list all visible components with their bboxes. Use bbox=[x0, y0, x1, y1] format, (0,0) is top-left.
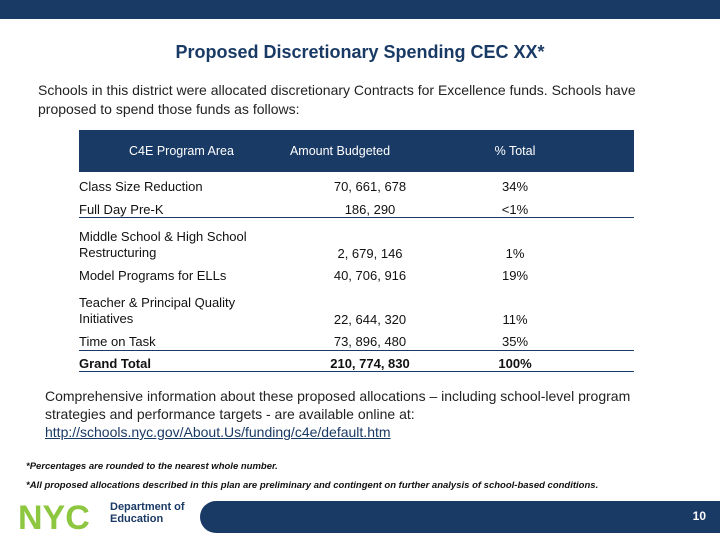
row-amount: 40, 706, 916 bbox=[333, 268, 407, 283]
info-paragraph bbox=[45, 387, 685, 441]
row-area: Teacher & Principal Quality Initiatives bbox=[79, 295, 236, 326]
row-area: Time on Task bbox=[79, 334, 156, 349]
nyc-doe-logo bbox=[18, 499, 198, 535]
row-divider bbox=[79, 217, 634, 218]
row-amount: 2, 679, 146 bbox=[337, 246, 403, 261]
header-percent-total: % Total bbox=[494, 144, 536, 158]
row-amount: 70, 661, 678 bbox=[333, 179, 407, 194]
row-pct: 35% bbox=[501, 334, 529, 349]
row-area: Class Size Reduction bbox=[79, 179, 203, 194]
header-amount-budgeted: Amount Budgeted bbox=[289, 144, 391, 158]
page-number: 10 bbox=[692, 509, 706, 523]
row-amount: 186, 290 bbox=[344, 202, 396, 217]
total-label: Grand Total bbox=[79, 356, 151, 371]
doe-line1: Department of bbox=[110, 501, 185, 513]
row-pct: 1% bbox=[505, 246, 525, 261]
row-area: Full Day Pre-K bbox=[79, 202, 164, 217]
row-area: Middle School & High School Restructuring bbox=[79, 229, 247, 260]
row-area: Model Programs for ELLs bbox=[79, 268, 227, 283]
row-amount: 22, 644, 320 bbox=[333, 312, 407, 327]
total-pct: 100% bbox=[498, 356, 532, 371]
funding-link[interactable]: http://schools.nyc.gov/About.Us/funding/c4e/default.htm bbox=[45, 424, 391, 440]
footnote-rounding: *Percentages are rounded to the nearest whole number. bbox=[26, 461, 278, 472]
row-amount: 73, 896, 480 bbox=[333, 334, 407, 349]
nyc-logo-icon bbox=[18, 499, 106, 533]
info-text: Comprehensive information about these proposed allocations – including school-level program strategies and performance targets - are available online at: bbox=[45, 388, 631, 422]
doe-logo-text bbox=[110, 501, 185, 525]
header-program-area: C4E Program Area bbox=[129, 144, 234, 158]
top-banner bbox=[0, 0, 720, 19]
page-title: Proposed Discretionary Spending CEC XX* bbox=[175, 42, 545, 62]
total-amount: 210, 774, 830 bbox=[330, 356, 410, 371]
intro-text: Schools in this district were allocated discretionary Contracts for Excellence funds. Schools have proposed to spend those funds as follows: bbox=[38, 82, 636, 117]
footer-bar bbox=[200, 501, 720, 533]
table-header bbox=[79, 130, 634, 172]
row-pct: 34% bbox=[501, 179, 529, 194]
row-pct: 19% bbox=[501, 268, 529, 283]
doe-line2: Education bbox=[110, 513, 164, 525]
row-pct: 11% bbox=[502, 312, 528, 327]
footnote-preliminary: *All proposed allocations described in this plan are preliminary and contingent on further analysis of school-based conditions. bbox=[26, 480, 599, 491]
row-divider bbox=[79, 371, 634, 372]
row-pct: <1% bbox=[501, 202, 529, 217]
row-divider bbox=[79, 350, 634, 351]
nyc-logo-letters: NYC bbox=[18, 499, 90, 533]
